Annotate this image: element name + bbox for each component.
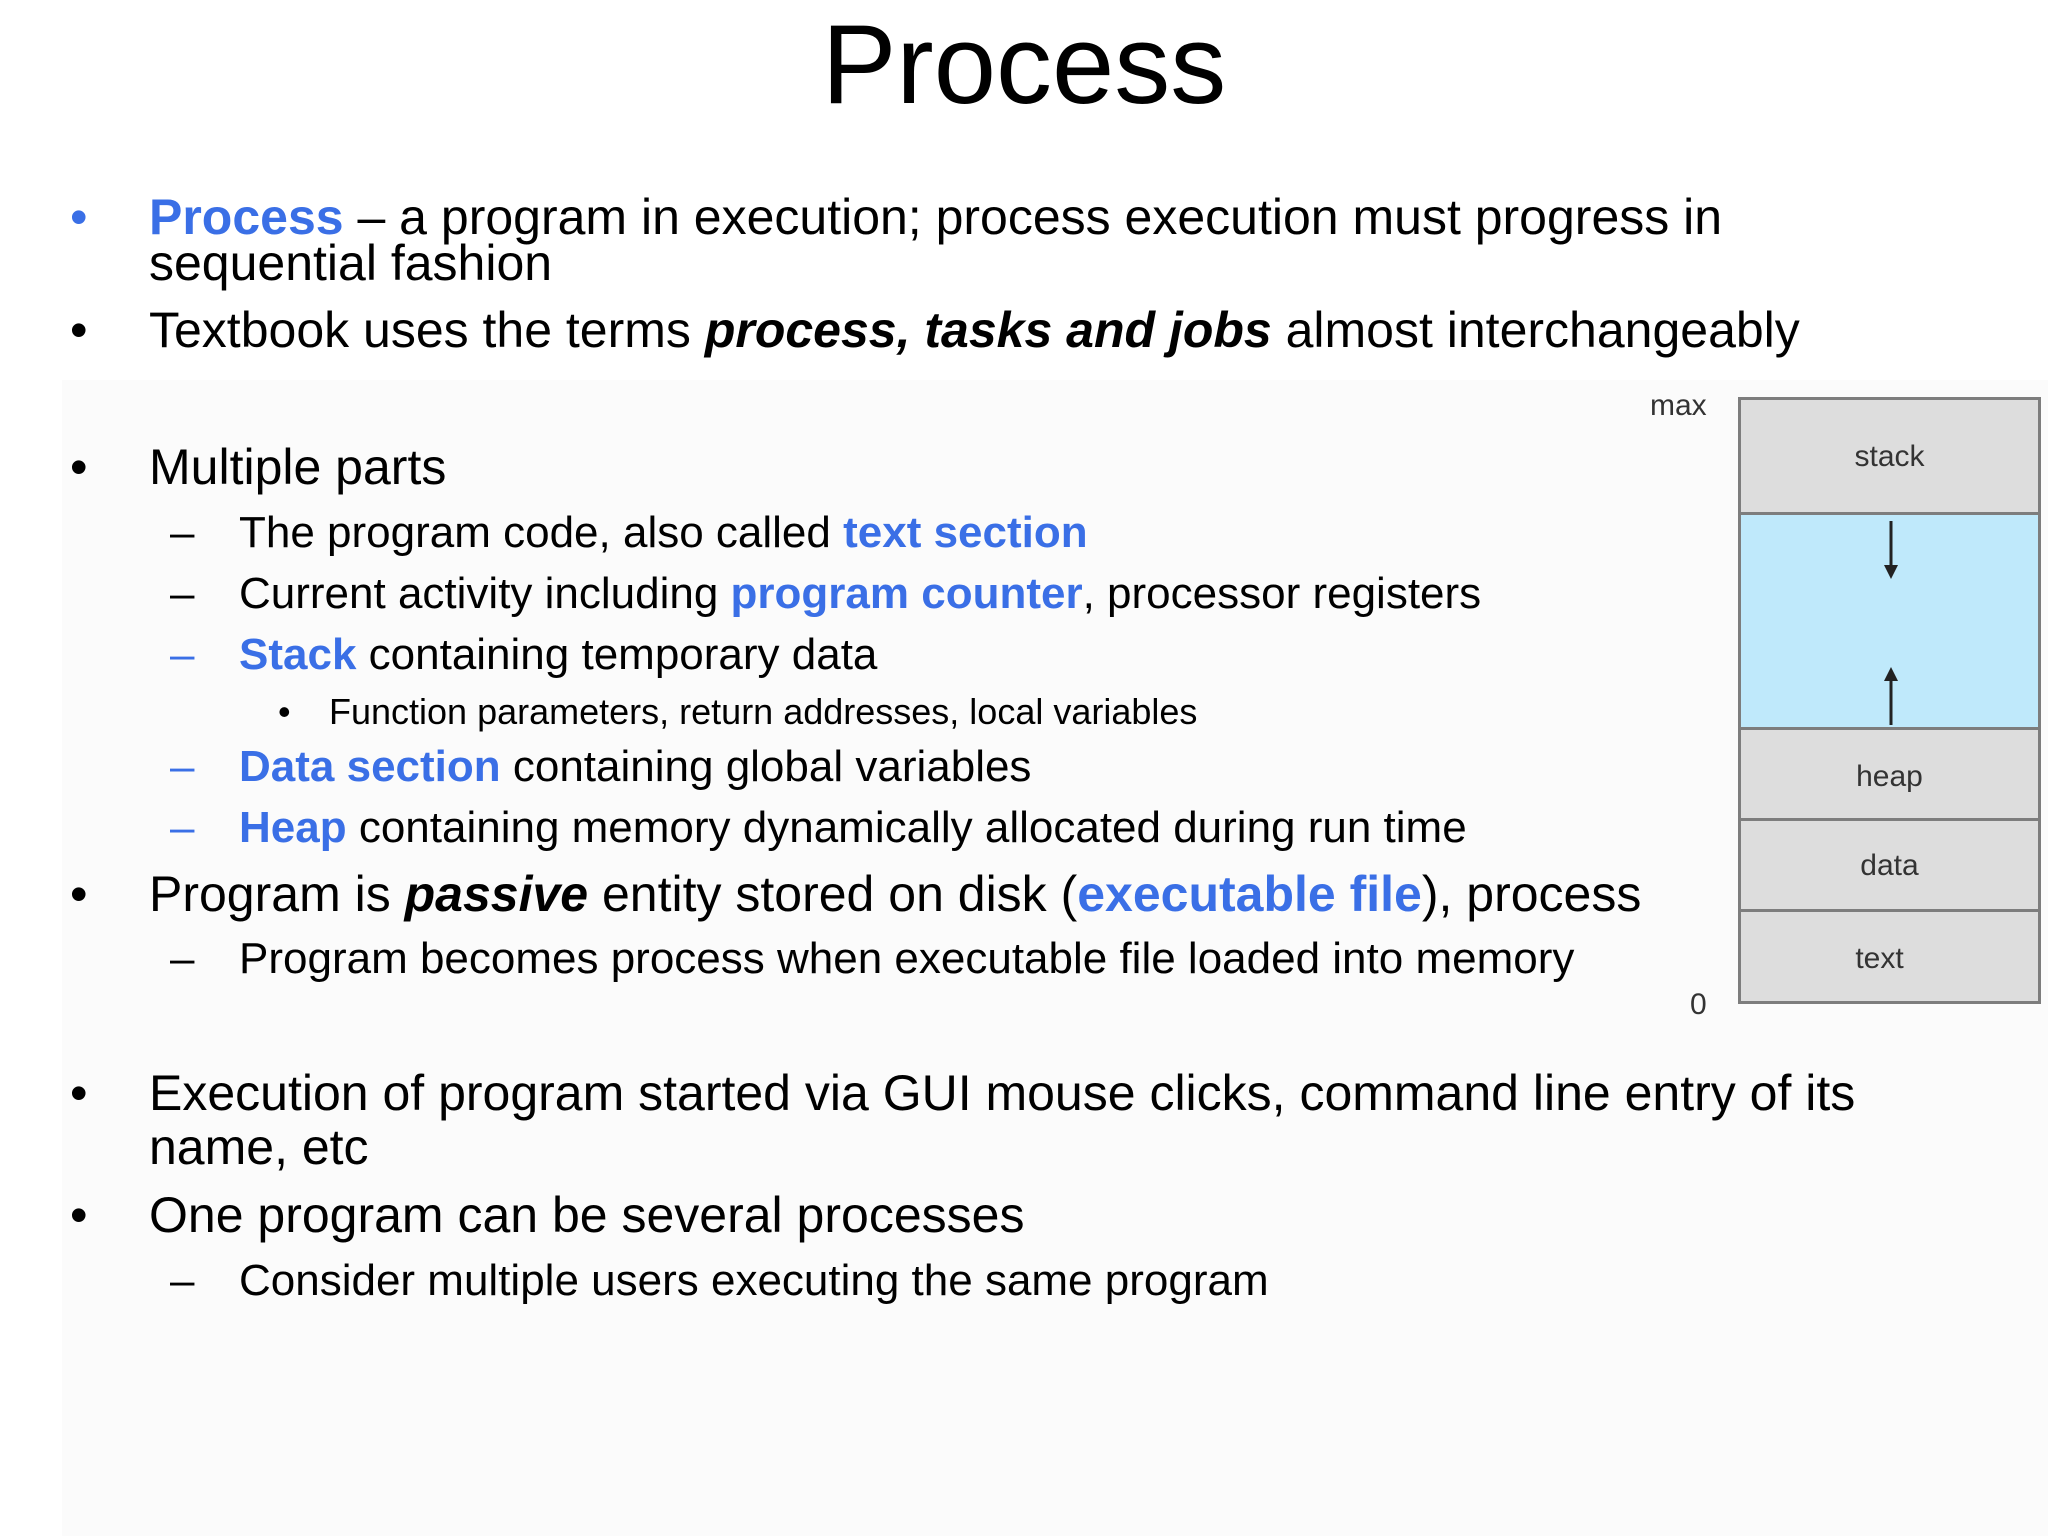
- term-stack: Stack: [239, 630, 357, 679]
- bullet-process-definition: Process – a program in execution; process execution must progress in: [149, 189, 1723, 245]
- max-address-label: max: [1650, 389, 1707, 422]
- bullet-marker: •: [70, 1187, 88, 1243]
- free-space-segment: [1738, 512, 2041, 730]
- emphasis-terms: process, tasks and jobs: [704, 302, 1272, 358]
- bullet-marker: •: [70, 866, 88, 922]
- emphasis-passive: passive: [404, 869, 589, 922]
- dash-marker: –: [170, 934, 195, 983]
- stack-heap-growth-arrows: [1861, 515, 1921, 731]
- heap-segment: heap: [1738, 727, 2041, 821]
- sub-data-section: Data section containing global variables: [239, 742, 1032, 791]
- data-segment: data: [1738, 818, 2041, 912]
- text-segment: text: [1738, 909, 2041, 1004]
- dash-marker: –: [170, 508, 195, 557]
- sub-stack-detail: Function parameters, return addresses, local variables: [329, 691, 1198, 732]
- bullet-execution-started-cont: name, etc: [149, 1119, 369, 1175]
- term-heap: Heap: [239, 803, 347, 852]
- bullet-textbook-terms: Textbook uses the terms process, tasks and jobs almost interchangeably: [149, 302, 1800, 358]
- bullet-marker: •: [278, 691, 291, 732]
- bullet-one-program-several: One program can be several processes: [149, 1187, 1025, 1243]
- dash-marker: –: [170, 742, 195, 791]
- bullet-marker: •: [70, 1065, 88, 1121]
- bullet-program-passive: Program is passive entity stored on disk (executable file), process: [149, 869, 1644, 925]
- slide-title: Process: [821, 2, 1227, 127]
- bullet-multiple-parts: Multiple parts: [149, 439, 447, 495]
- sub-stack: Stack containing temporary data: [239, 630, 878, 679]
- term-process: Process: [149, 189, 344, 245]
- term-text-section: text section: [843, 508, 1088, 557]
- bullet-marker: •: [70, 302, 88, 358]
- term-data-section: Data section: [239, 742, 501, 791]
- sub-text-section: The program code, also called text section: [239, 508, 1088, 557]
- bullet-marker: •: [70, 439, 88, 495]
- dash-marker: –: [170, 803, 195, 852]
- sub-multiple-users: Consider multiple users executing the same program: [239, 1256, 1269, 1305]
- term-executable-file: executable file: [1077, 869, 1422, 922]
- sub-heap: Heap containing memory dynamically allocated during run time: [239, 803, 1467, 852]
- bullet-marker: •: [70, 189, 88, 245]
- zero-address-label: 0: [1690, 988, 1707, 1021]
- dash-marker: –: [170, 569, 195, 618]
- sub-program-becomes-process: Program becomes process when executable file loaded into memory: [239, 937, 1575, 983]
- stack-segment: stack: [1738, 397, 2041, 515]
- term-program-counter: program counter: [730, 569, 1083, 618]
- bullet-execution-started: Execution of program started via GUI mouse clicks, command line entry of its: [149, 1065, 1856, 1121]
- sub-current-activity: Current activity including program counter, processor registers: [239, 569, 1482, 618]
- dash-marker: –: [170, 630, 195, 679]
- bullet-process-definition-cont: sequential fashion: [149, 235, 553, 291]
- dash-marker: –: [170, 1256, 195, 1305]
